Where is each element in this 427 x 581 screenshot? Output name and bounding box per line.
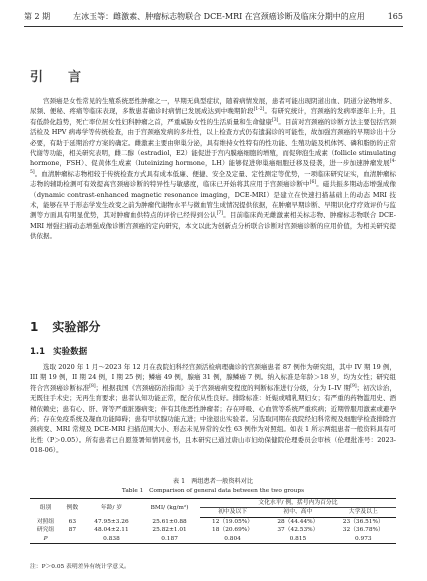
header-divider	[24, 26, 403, 27]
table-row	[30, 526, 396, 534]
data-text-3: ；初次诊治，无既往手术史；无再生育要求；患者认知功能正常，配合依从性良好。排除标准：妊娠或哺乳期妇女；有严重的药物滥用史、酒精依赖史；患有心、肝、肾等严重脏器病变；伴有其他恶性肿瘤者；存在呼吸、心血管等系统严重疾病；近期曾服用激素或避孕药；存在免疫系统及凝血功能障碍；患有甲状腺功能亢进；中途退出实验者。另选取同期在我院经妇科常规及细胞学检查排除宫颈病变、MRI 常规及 DCE-MRI 扫描范围大小、形态未见异常的女性 63 例作为对照组。如表 1 所示两组患者一般资料具有可比性（P＞0.05）。所有患者已自愿签署知情同意书，且本研究已通过唐山市妇幼保健院伦理委员会审核（伦理批准号：2023-018-06）。	[30, 383, 397, 455]
table-header-row	[30, 499, 396, 508]
table-row	[30, 535, 396, 544]
cell-n	[61, 535, 84, 544]
citation: [1-2]	[253, 107, 265, 113]
citation: [6]	[309, 180, 317, 186]
header-edu-junior: 初中及以下	[200, 508, 265, 517]
intro-text-4: 。血清肿瘤标志物相较于传统检查方式具有成本低廉、便捷、安全及定量、定性测定等优势，一项临床研究证实，血清肿瘤标志物的辅助检测可有效提高宫颈癌诊断的特异性与敏感度，临床已开始将其应用于宫颈癌诊断中	[30, 169, 396, 189]
cell-group: 研究组	[36, 527, 55, 534]
subsection-heading	[30, 345, 87, 357]
cell-edu-high: 37（42.53%）	[277, 527, 319, 534]
intro-heading: 引 言	[30, 70, 88, 85]
header-edu-high: 初中、高中	[265, 508, 330, 517]
cell-bmi: 0.187	[139, 535, 200, 544]
table-caption-english: Table 1 Comparison of general data between the two groups	[121, 488, 305, 494]
header-education: 文化水平/ 例，括号内为百分比	[200, 499, 396, 508]
intro-text-5: 。磁共振多期动态增强成像（dynamic contrast-enhanced magnetic resonance imaging，DCE-MRI）是建立在快速扫描基础上的动态 MRI 技术，能够在早于形态学发生改变之前为肿瘤代谢物水平与微血管生成情况提供依据，在肿瘤早期诊断、早期识化疗疗效评价与监测等方面具有明显优势，其对肿瘤血供特点的评价已经得到公认	[30, 180, 397, 220]
table-caption: 表 1 两组患者一般资料对比	[172, 478, 254, 485]
header-edu-college: 大学及以上	[331, 508, 396, 517]
comparison-table	[30, 498, 396, 544]
header-n: 例数	[61, 499, 84, 518]
page-number: 165	[387, 11, 403, 21]
cell-edu-college: 23（36.51%）	[342, 518, 384, 525]
intro-text-6: 。目前临床尚无雌激素相关标志物、肿瘤标志物联合 DCE-MRI 增强扫描动态增强成像诊断宫颈癌的定向研究，本文以此为创新点分析联合诊断对宫颈癌诊断的应用价值，为相关研究提供依据。	[30, 211, 396, 241]
cell-edu-high: 28（44.44%）	[277, 518, 319, 525]
citation: [8]	[89, 383, 96, 389]
running-header	[24, 9, 403, 23]
cell-age: 47.95±3.26	[94, 518, 129, 525]
header-group: 组别	[30, 499, 61, 518]
citation: [3]	[271, 117, 279, 123]
data-text-2: ；根据我国《宫颈癌防治指南》关于宫颈癌病变程度的判断标准进行分级，分为 I–IV 期	[95, 383, 351, 392]
table-row	[30, 517, 396, 526]
cell-n: 63	[68, 518, 77, 525]
table-note: 注：P＞0.05 表明差异有统计学意义。	[30, 564, 130, 570]
cell-edu-college: 32（36.78%）	[342, 527, 384, 534]
cell-bmi: 25.61±0.88	[152, 518, 187, 525]
running-title: 左冰玉等：雌激素、肿瘤标志物联合 DCE-MRI 在宫颈癌诊断及临床分期中的应用	[73, 11, 365, 21]
data-text-1: 选取 2020 年 1 月～2023 年 12 月在我院妇科经宫颈活检病理确诊的宫颈癌患者 87 例作为研究组，其中 IV 期 19 例，III 期 19 例，II 期 24 例，I 期 25 例；鳞癌 49 例，腺癌 31 例，腺鳞癌 7 例。纳入标准是年龄＞18 岁，均为女性；研究组符合宫颈癌诊断标准	[30, 363, 396, 392]
header-age: 年龄/ 岁	[84, 499, 140, 518]
citation: [9]	[350, 383, 357, 389]
cell-n: 87	[68, 527, 77, 534]
header-bmi: BMI/ (kg/m²)	[139, 499, 200, 518]
cell-group: 对照组	[36, 518, 55, 525]
cell-age: 48.04±2.11	[94, 527, 129, 534]
cell-age: 0.838	[84, 535, 140, 544]
section-title: 实验部分	[52, 320, 101, 334]
cell-edu-junior: 12（19.05%）	[212, 518, 254, 525]
cell-edu-college: 0.973	[331, 535, 396, 544]
cell-edu-junior: 0.804	[200, 535, 265, 544]
section-number: 1	[30, 320, 39, 334]
intro-paragraph	[30, 96, 396, 242]
intro-text-3: 。目前对宫颈癌的诊断方法主要包括宫颈活检及 HPV 病毒学等传统检查，由于宫颈癌发病的多灶性，以上检查方式仍有遗漏诊的可能性，故加强宫颈癌的早期诊出十分必要，有助于延期治疗方案的确定。雌激素主要由卵巢分泌，具有维持女性特有的性功能、生殖功能及机体钙、磷和脂肪的正常代谢等功能，相关研究表明，雌二醇（estradiol，E2）能促进于宫内膜癌细胞的增殖，而促卵泡生成素（follicle stimulating hormone，FSH）、促黄体生成素（luteinizing hormone，LH）能够促进卵巢癌细胞迁移及侵袭，进一步加速肿瘤发展	[30, 117, 397, 168]
subsection-title: 实验数据	[53, 347, 88, 357]
citation: [4-5]	[30, 159, 396, 175]
section-heading	[30, 318, 100, 335]
cell-group: P	[30, 535, 61, 544]
intro-text-1: 宫颈癌是女性常见的生殖系统恶性肿瘤之一，早期无典型症状，随着病情发展，患者可能出现阴道出血、阴道分泌物增多、尿频、便秘、疼痛等临床表现，多数患者确诊时病情已发展成达到中晚期阶段	[30, 97, 396, 116]
cell-edu-junior: 18（20.69%）	[212, 527, 254, 534]
data-paragraph	[30, 362, 396, 456]
intro-text-2: 。有研究统计，宫颈癌的发病率逐年上升，且有低龄化趋势，死亡率位居女性妇科肿瘤之首，严重威胁女性的生活质量和生命健康	[30, 107, 397, 126]
subsection-number: 1.1	[30, 347, 46, 357]
cell-edu-high: 0.815	[265, 535, 330, 544]
issue-label: 第 2 期	[24, 11, 51, 21]
cell-bmi: 25.82±1.01	[152, 527, 187, 534]
citation: [7]	[216, 211, 224, 217]
